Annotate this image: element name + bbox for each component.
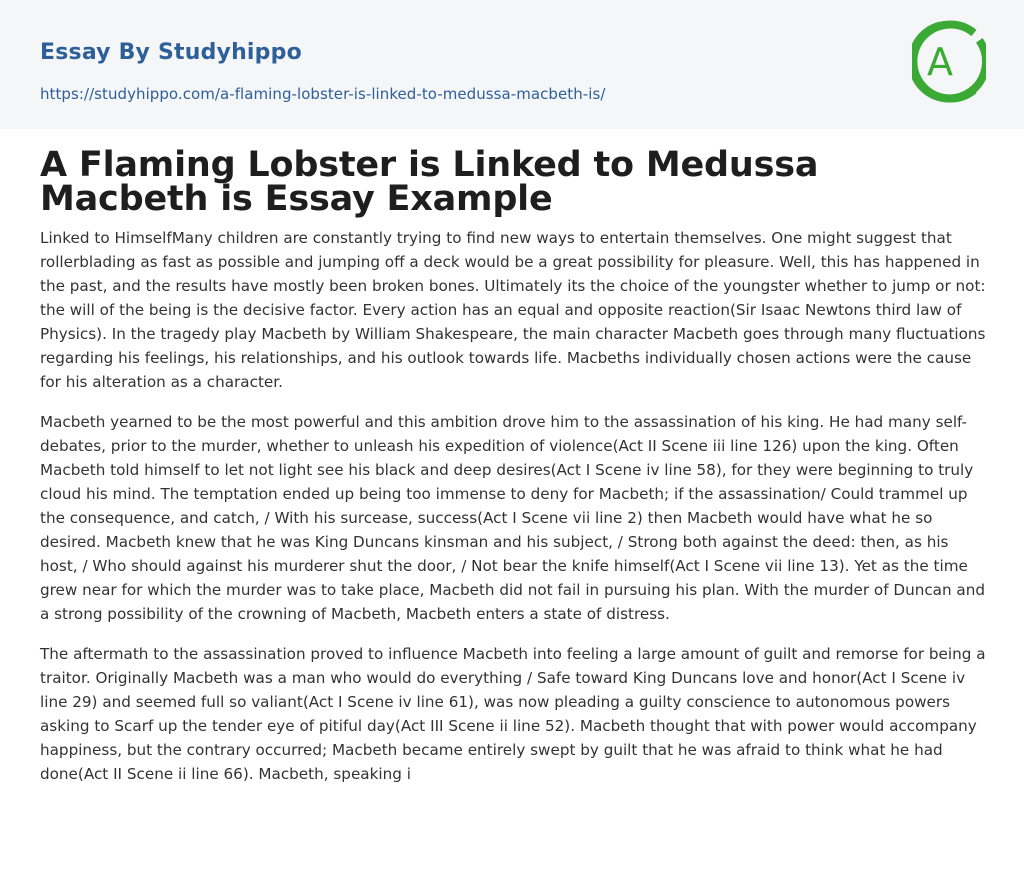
paragraph: Macbeth yearned to be the most powerful and this ambition drove him to the assassination of his king. He had many self-debates, prior to the murder, whether to unleash his expedition of violence(Act II Scene iii line 126) upon the king. Often Macbeth told himself to let not light see his black and deep desires(Act I Scene iv line 58), for they were beginning to truly cloud his mind. The temptation ended up being too immense to deny for Macbeth; if the assassination/ Could trammel up the consequence, and catch, / With his surcease, success(Act I Scene vii line 2) then Macbeth would have what he so desired. Macbeth knew that he was King Duncans kinsman and his subject, / Strong both against the deed: then, as his host, / Who should against his murderer shut the door, / Not bear the knife himself(Act I Scene vii line 13). Yet as the time grew near for which the murder was to take place, Macbeth did not fail in pursuing his plan. With the murder of Duncan and a strong possibility of the crowning of Macbeth, Macbeth enters a state of distress.: [40, 413, 986, 623]
article-body: [40, 226, 986, 786]
site-header: [0, 0, 1024, 129]
paragraph: Linked to HimselfMany children are constantly trying to find new ways to entertain themselves. One might suggest that rollerblading as fast as possible and jumping off a deck would be a great possibility for pleasure. Well, this has happened in the past, and the results have mostly been broken bones. Ultimately its the choice of the youngster whether to jump or not: the will of the being is the decisive factor. Every action has an equal and opposite reaction(Sir Isaac Newtons third law of Physics). In the tragedy play Macbeth by William Shakespeare, the main character Macbeth goes through many fluctuations regarding his feelings, his relationships, and his outlook towards life. Macbeths individually chosen actions were the cause for his alteration as a character.: [40, 229, 986, 391]
logo-icon: [912, 19, 986, 104]
logo-letter: A: [927, 40, 953, 84]
paragraph: The aftermath to the assassination proved to influence Macbeth into feeling a large amount of guilt and remorse for being a traitor. Originally Macbeth was a man who would do everything / Safe toward King Duncans love and honor(Act I Scene iv line 29) and seemed full so valiant(Act I Scene iv line 61), was now pleading a guilty conscience to autonomous powers asking to Scarf up the tender eye of pitiful day(Act III Scene ii line 52). Macbeth thought that with power would accompany happiness, but the contrary occurred; Macbeth became entirely swept by guilt that he was afraid to think what he had done(Act II Scene ii line 66). Macbeth, speaking i: [40, 645, 986, 783]
article: [40, 145, 986, 802]
brand-title[interactable]: Essay By Studyhippo: [40, 40, 302, 65]
studyhippo-logo[interactable]: [912, 19, 986, 104]
article-title: A Flaming Lobster is Linked to Medussa Macbeth is Essay Example: [40, 145, 819, 219]
source-url-link[interactable]: https://studyhippo.com/a-flaming-lobster-is-linked-to-medussa-macbeth-is/: [40, 85, 606, 103]
